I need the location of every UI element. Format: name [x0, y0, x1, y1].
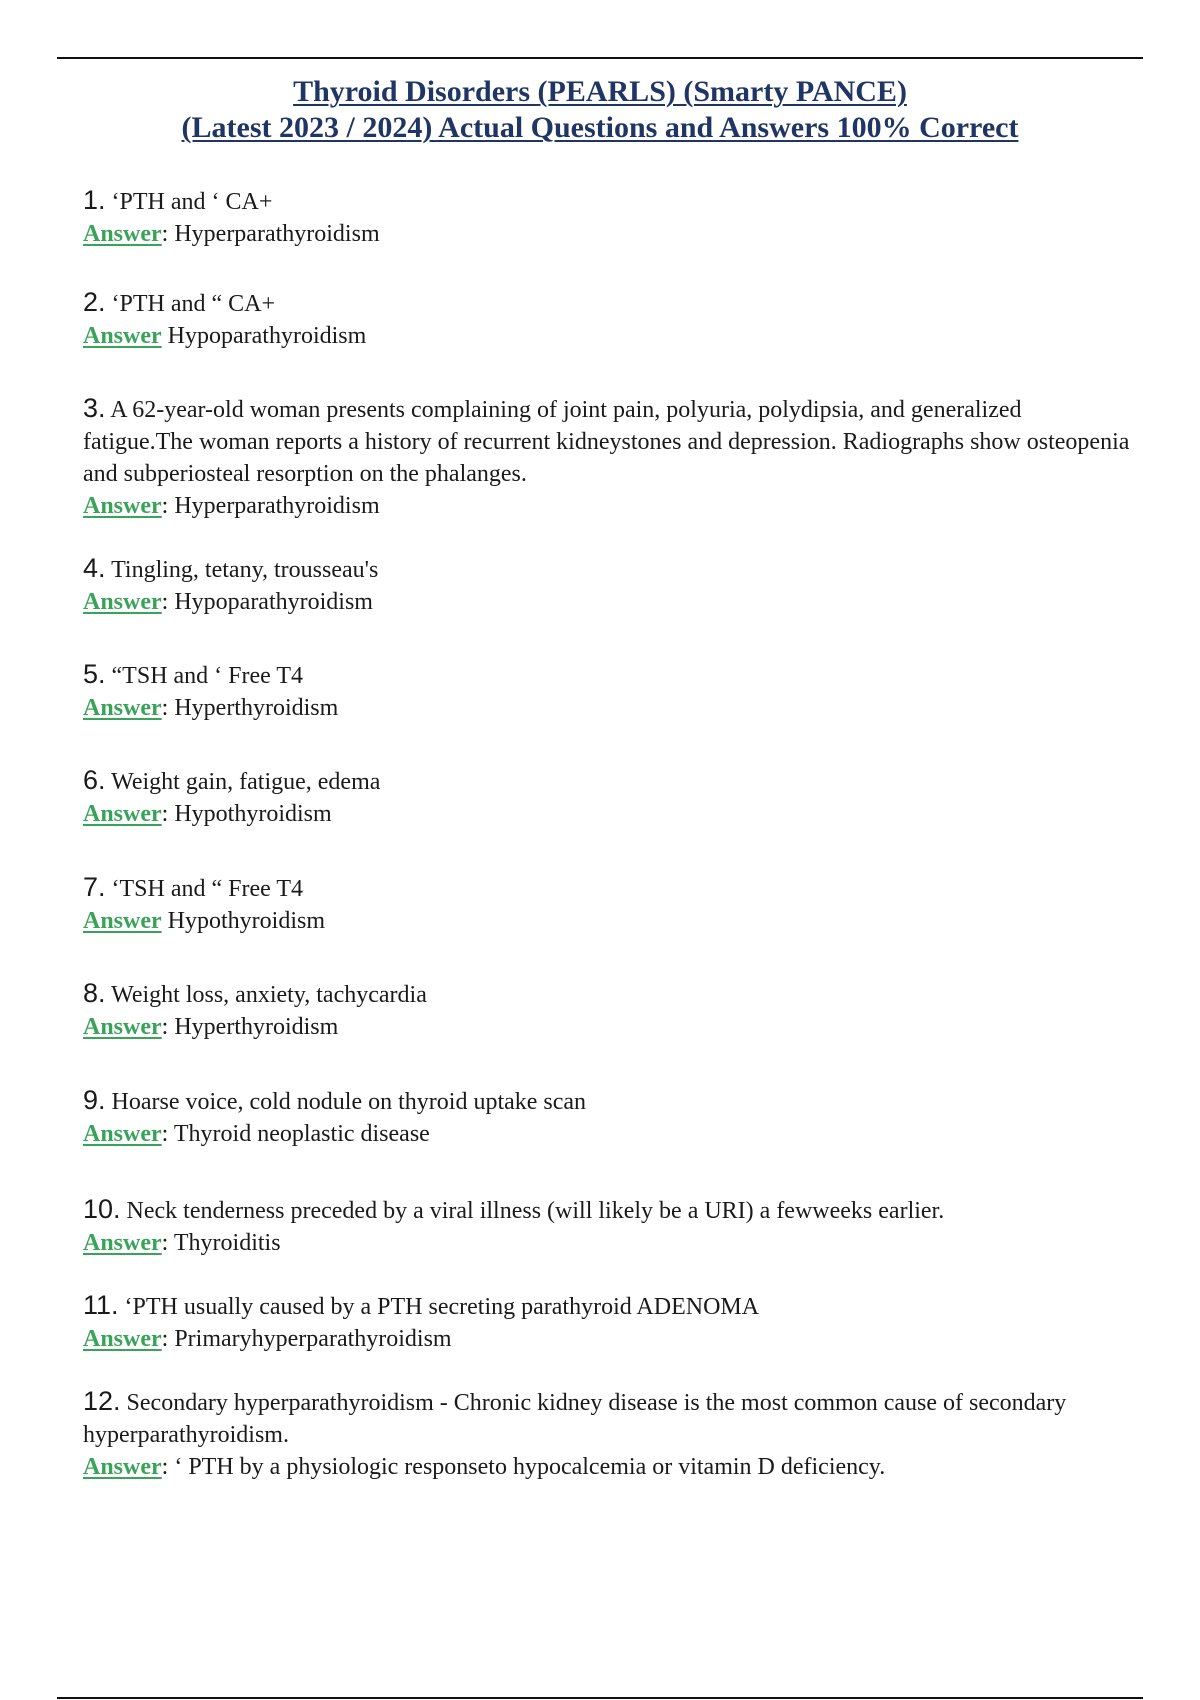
answer-line	[83, 1011, 1133, 1043]
question-line	[83, 658, 1133, 692]
question-number: 9.	[83, 1085, 106, 1115]
answer-label: Answer	[83, 908, 162, 934]
qa-item-8	[83, 977, 1133, 1043]
question-number: 2.	[83, 287, 106, 317]
question-number: 7.	[83, 872, 106, 902]
question-line	[83, 1385, 1133, 1451]
answer-line	[83, 905, 1133, 937]
document-title	[57, 74, 1143, 146]
qa-item-12	[83, 1385, 1133, 1483]
question-number: 3.	[83, 393, 106, 423]
question-number: 5.	[83, 659, 106, 689]
answer-separator: :	[161, 1014, 175, 1040]
qa-item-9	[83, 1084, 1133, 1150]
question-line	[83, 1289, 1133, 1323]
question-text: ‘TSH and “ Free T4	[111, 876, 304, 902]
qa-item-11	[83, 1289, 1133, 1355]
question-text: ‘PTH and ‘ CA+	[111, 189, 273, 215]
question-line	[83, 552, 1133, 586]
answer-text: Hyperparathyroidism	[174, 221, 380, 247]
bottom-rule	[57, 1697, 1143, 1699]
question-text: A 62-year-old woman presents complaining of joint pain, polyuria, polydipsia, and generalized fatigue.The woman reports a history of recurrent kidneystones and depression. Radiographs show osteopenia and subperiosteal resorption on the phalanges.	[83, 397, 1130, 487]
answer-label: Answer	[83, 221, 162, 247]
answer-label: Answer	[83, 1326, 162, 1352]
qa-item-5	[83, 658, 1133, 724]
answer-text: Thyroiditis	[173, 1230, 281, 1256]
answer-separator: :	[161, 1454, 175, 1480]
question-number: 1.	[83, 185, 106, 215]
qa-item-3	[83, 392, 1133, 522]
answer-separator: :	[161, 1121, 174, 1147]
title-line-1: Thyroid Disorders (PEARLS) (Smarty PANCE)	[293, 75, 907, 108]
question-text: ‘PTH and “ CA+	[111, 291, 276, 317]
answer-separator: :	[161, 589, 175, 615]
qa-item-6	[83, 764, 1133, 830]
qa-item-10	[83, 1193, 1133, 1259]
question-line	[83, 286, 1133, 320]
answer-text: Hypoparathyroidism	[167, 323, 367, 349]
question-text: Weight gain, fatigue, edema	[111, 769, 381, 795]
question-line	[83, 1193, 1133, 1227]
question-line	[83, 392, 1133, 490]
answer-label: Answer	[83, 589, 162, 615]
question-text: Hoarse voice, cold nodule on thyroid uptake scan	[111, 1089, 587, 1115]
answer-line	[83, 218, 1133, 250]
question-number: 8.	[83, 978, 106, 1008]
question-line	[83, 1084, 1133, 1118]
answer-line	[83, 1118, 1133, 1150]
answer-label: Answer	[83, 493, 162, 519]
answer-text: Hypothyroidism	[167, 908, 325, 934]
question-line	[83, 764, 1133, 798]
question-text: ‘PTH usually caused by a PTH secreting parathyroid ADENOMA	[124, 1294, 760, 1320]
answer-text: Thyroid neoplastic disease	[173, 1121, 430, 1147]
answer-line	[83, 586, 1133, 618]
answer-separator: :	[161, 221, 175, 247]
answer-text: Hyperthyroidism	[174, 695, 339, 721]
answer-label: Answer	[83, 1121, 162, 1147]
question-line	[83, 184, 1133, 218]
question-number: 6.	[83, 765, 106, 795]
answer-line	[83, 490, 1133, 522]
top-rule	[57, 57, 1143, 59]
answer-label: Answer	[83, 1014, 162, 1040]
question-number: 4.	[83, 553, 106, 583]
answer-text: ‘ PTH by a physiologic responseto hypocalcemia or vitamin D deficiency.	[174, 1454, 886, 1480]
answer-line	[83, 320, 1133, 352]
answer-label: Answer	[83, 323, 162, 349]
answer-line	[83, 692, 1133, 724]
qa-item-4	[83, 552, 1133, 618]
title-line-2: (Latest 2023 / 2024) Actual Questions and Answers 100% Correct	[181, 111, 1019, 144]
answer-line	[83, 1227, 1133, 1259]
question-text: Weight loss, anxiety, tachycardia	[111, 982, 427, 1008]
qa-item-1	[83, 184, 1133, 250]
answer-text: Hyperparathyroidism	[174, 493, 380, 519]
answer-separator: :	[161, 695, 175, 721]
answer-label: Answer	[83, 1230, 162, 1256]
answer-label: Answer	[83, 801, 162, 827]
answer-separator: :	[161, 1230, 174, 1256]
answer-line	[83, 798, 1133, 830]
answer-separator: :	[161, 1326, 175, 1352]
answer-label: Answer	[83, 695, 162, 721]
answer-line	[83, 1323, 1133, 1355]
answer-text: Hyperthyroidism	[174, 1014, 339, 1040]
question-number: 10.	[83, 1194, 121, 1224]
question-number: 12.	[83, 1386, 121, 1416]
question-text: Neck tenderness preceded by a viral illness (will likely be a URI) a fewweeks earlier.	[126, 1198, 945, 1224]
answer-text: Hypoparathyroidism	[174, 589, 373, 615]
qa-item-7	[83, 871, 1133, 937]
question-number: 11.	[83, 1290, 119, 1320]
question-text: Secondary hyperparathyroidism - Chronic kidney disease is the most common cause of secondary hyperparathyroidism.	[83, 1390, 1067, 1448]
answer-line	[83, 1451, 1133, 1483]
answer-text: Primaryhyperparathyroidism	[174, 1326, 452, 1352]
answer-separator: :	[161, 801, 175, 827]
qa-item-2	[83, 286, 1133, 352]
question-text: “TSH and ‘ Free T4	[111, 663, 304, 689]
answer-separator: :	[161, 493, 175, 519]
answer-text: Hypothyroidism	[174, 801, 332, 827]
question-line	[83, 871, 1133, 905]
question-text: Tingling, tetany, trousseau's	[111, 557, 379, 583]
question-line	[83, 977, 1133, 1011]
answer-label: Answer	[83, 1454, 162, 1480]
